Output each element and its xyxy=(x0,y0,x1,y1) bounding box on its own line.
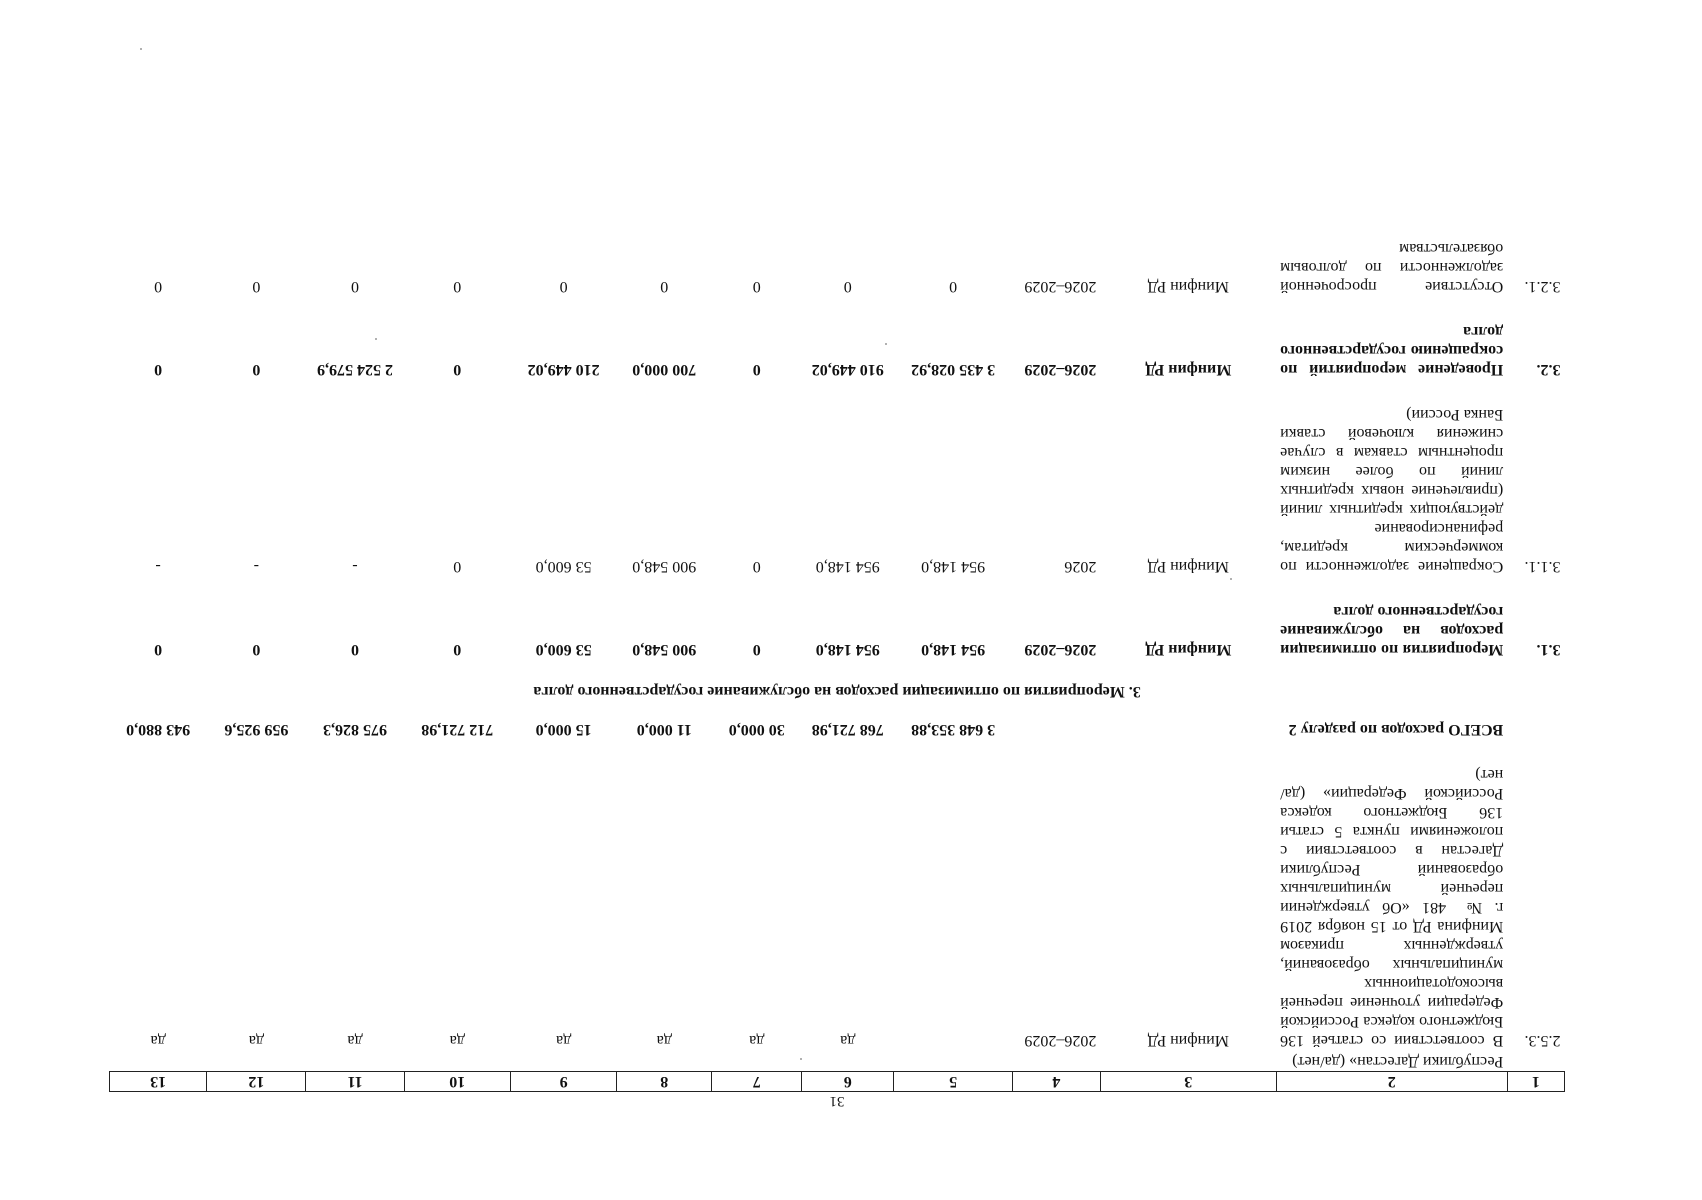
row-number: 3.2. xyxy=(1536,361,1561,378)
row-period: 2026–2029 xyxy=(1024,361,1097,378)
row-value-9: 15 000,0 xyxy=(535,721,592,738)
row-value-7: 0 xyxy=(752,361,761,378)
row-total: 954 148,0 xyxy=(921,558,986,575)
row-total: 954 148,0 xyxy=(921,641,986,658)
row-description: Сокращение задолженности по коммерческим кредитам, рефинансирование действующих кредитных линий (привлечение новых кредитных линий по более низким процентным ставкам в случае снижения ключевой ставки Банка России) xyxy=(1280,406,1504,575)
row-number: 2.5.3. xyxy=(1524,1032,1561,1049)
row-executor: Минфин РД xyxy=(1147,278,1229,295)
row-period: 2026 xyxy=(1064,558,1097,575)
row-value-11: да xyxy=(347,1032,363,1049)
plan-table xyxy=(109,238,1565,1092)
row-value-13: - xyxy=(155,558,161,575)
header-col-4: 4 xyxy=(1012,1072,1100,1092)
row-value-12: 0 xyxy=(252,361,261,378)
row-executor: Минфин РД xyxy=(1147,1032,1229,1049)
row-number: 3.1.1. xyxy=(1524,558,1561,575)
table-row-3-1-1 xyxy=(110,404,1565,577)
header-col-5: 5 xyxy=(894,1072,1013,1092)
row-value-9: 210 449,02 xyxy=(527,361,600,378)
row-value-10: да xyxy=(449,1032,465,1049)
scan-speck xyxy=(885,343,887,345)
table-row-3-2-1 xyxy=(110,238,1565,297)
row-value-8: 900 548,0 xyxy=(632,641,697,658)
row-period: 2026–2029 xyxy=(1024,1032,1097,1049)
document-sheet xyxy=(109,126,1565,1110)
header-col-9: 9 xyxy=(510,1072,616,1092)
row-total: 3 435 028,92 xyxy=(911,361,996,378)
row-value-13: 943 880,0 xyxy=(126,721,191,738)
row-total: 3 648 353,88 xyxy=(911,721,996,738)
row-total xyxy=(894,764,1013,1051)
header-col-2: 2 xyxy=(1276,1072,1507,1092)
row-value-7: 0 xyxy=(752,558,761,575)
row-value-6: 0 xyxy=(843,278,852,295)
row-description: Отсутствие просроченной задолженности по долговым обязательствам xyxy=(1280,240,1504,295)
header-row xyxy=(110,1072,1565,1092)
row-value-10: 0 xyxy=(453,278,462,295)
row-description: ВСЕГО расходов по разделу 2 xyxy=(1288,721,1504,738)
header-col-13: 13 xyxy=(110,1072,207,1092)
row-value-12: 959 925,6 xyxy=(224,721,289,738)
row-value-13: да xyxy=(150,1032,166,1049)
header-col-10: 10 xyxy=(404,1072,510,1092)
table-row-3-1 xyxy=(110,601,1565,660)
row-total: 0 xyxy=(949,278,958,295)
row-value-11: - xyxy=(352,558,358,575)
scan-speck xyxy=(375,338,377,340)
row-description: В соответствии со статьей 136 Бюджетного кодекса Российской Федерации уточнение перечней высокодотационных муниципальных образований, утвержденных приказом Минфина РД от 15 ноября 2019 г. № 481 «Об утверждении перечней муниципальных образований Республики Дагестан в соответствии с положениями пункта 5 статьи 136 Бюджетного кодекса Российской Федерации» (да/нет) xyxy=(1280,766,1504,1049)
section-3-title: 3. Мероприятия по оптимизации расходов на обслуживание государственного долга xyxy=(533,683,1141,700)
row-description: Мероприятия по оптимизации расходов на обслуживание государственного долга xyxy=(1280,603,1504,658)
header-col-6: 6 xyxy=(802,1072,894,1092)
row-executor: Минфин РД xyxy=(1145,361,1232,378)
row-value-8: да xyxy=(656,1032,672,1049)
header-col-11: 11 xyxy=(306,1072,404,1092)
row-value-13: 0 xyxy=(154,361,163,378)
row-value-7: 0 xyxy=(752,641,761,658)
row-description: Республики Дагестан» (да/нет) xyxy=(1292,1053,1504,1070)
header-col-12: 12 xyxy=(207,1072,306,1092)
row-value-11: 0 xyxy=(351,641,359,658)
row-value-12: - xyxy=(253,558,259,575)
scan-speck xyxy=(140,48,142,50)
row-value-9: 53 600,0 xyxy=(535,558,592,575)
row-number: 3.1. xyxy=(1536,641,1561,658)
row-value-6: 768 721,98 xyxy=(811,721,884,738)
row-value-7: 30 000,0 xyxy=(728,721,785,738)
row-value-8: 11 000,0 xyxy=(636,721,692,738)
row-value-13: 0 xyxy=(154,641,163,658)
row-description: Проведение мероприятий по сокращению государственного долга xyxy=(1280,323,1504,378)
row-value-13: 0 xyxy=(154,278,163,295)
row-value-6: 954 148,0 xyxy=(815,641,880,658)
row-value-12: да xyxy=(248,1032,264,1049)
row-value-10: 712 721,98 xyxy=(421,721,494,738)
row-value-10: 0 xyxy=(453,558,462,575)
row-value-9: 53 600,0 xyxy=(535,641,592,658)
table-row-3-2 xyxy=(110,321,1565,380)
row-period: 2026–2029 xyxy=(1024,641,1097,658)
row-value-8: 900 548,0 xyxy=(632,558,697,575)
header-col-3: 3 xyxy=(1100,1072,1276,1092)
row-value-11: 975 826,3 xyxy=(323,721,387,738)
row-executor: Минфин РД xyxy=(1147,558,1229,575)
header-col-8: 8 xyxy=(617,1072,712,1092)
row-number: 3.2.1. xyxy=(1524,278,1561,295)
row-value-10: 0 xyxy=(453,641,462,658)
table-row-continuation xyxy=(110,1051,1565,1072)
page-number: 31 xyxy=(829,1093,845,1109)
header-col-7: 7 xyxy=(712,1072,802,1092)
row-period: 2026–2029 xyxy=(1024,278,1097,295)
row-value-8: 700 000,0 xyxy=(632,361,697,378)
scan-speck xyxy=(800,1058,802,1060)
table-row-total-section-2 xyxy=(110,719,1565,740)
row-value-11: 0 xyxy=(351,278,359,295)
row-value-12: 0 xyxy=(252,278,261,295)
scan-speck xyxy=(1230,578,1232,580)
row-value-12: 0 xyxy=(252,641,261,658)
row-value-9: да xyxy=(555,1032,572,1049)
table-row-2-5-3 xyxy=(110,764,1565,1051)
row-value-8: 0 xyxy=(660,278,669,295)
row-value-6: да xyxy=(840,1032,856,1049)
row-value-7: да xyxy=(749,1032,765,1049)
row-value-9: 0 xyxy=(559,278,568,295)
header-col-1: 1 xyxy=(1507,1072,1564,1092)
row-value-6: 910 449,02 xyxy=(811,361,884,378)
row-value-7: 0 xyxy=(752,278,761,295)
section-3-heading-row xyxy=(110,660,1565,719)
row-executor: Минфин РД xyxy=(1145,641,1232,658)
row-value-6: 954 148,0 xyxy=(815,558,880,575)
row-value-10: 0 xyxy=(453,361,462,378)
row-value-11: 2 524 579,9 xyxy=(317,361,393,378)
